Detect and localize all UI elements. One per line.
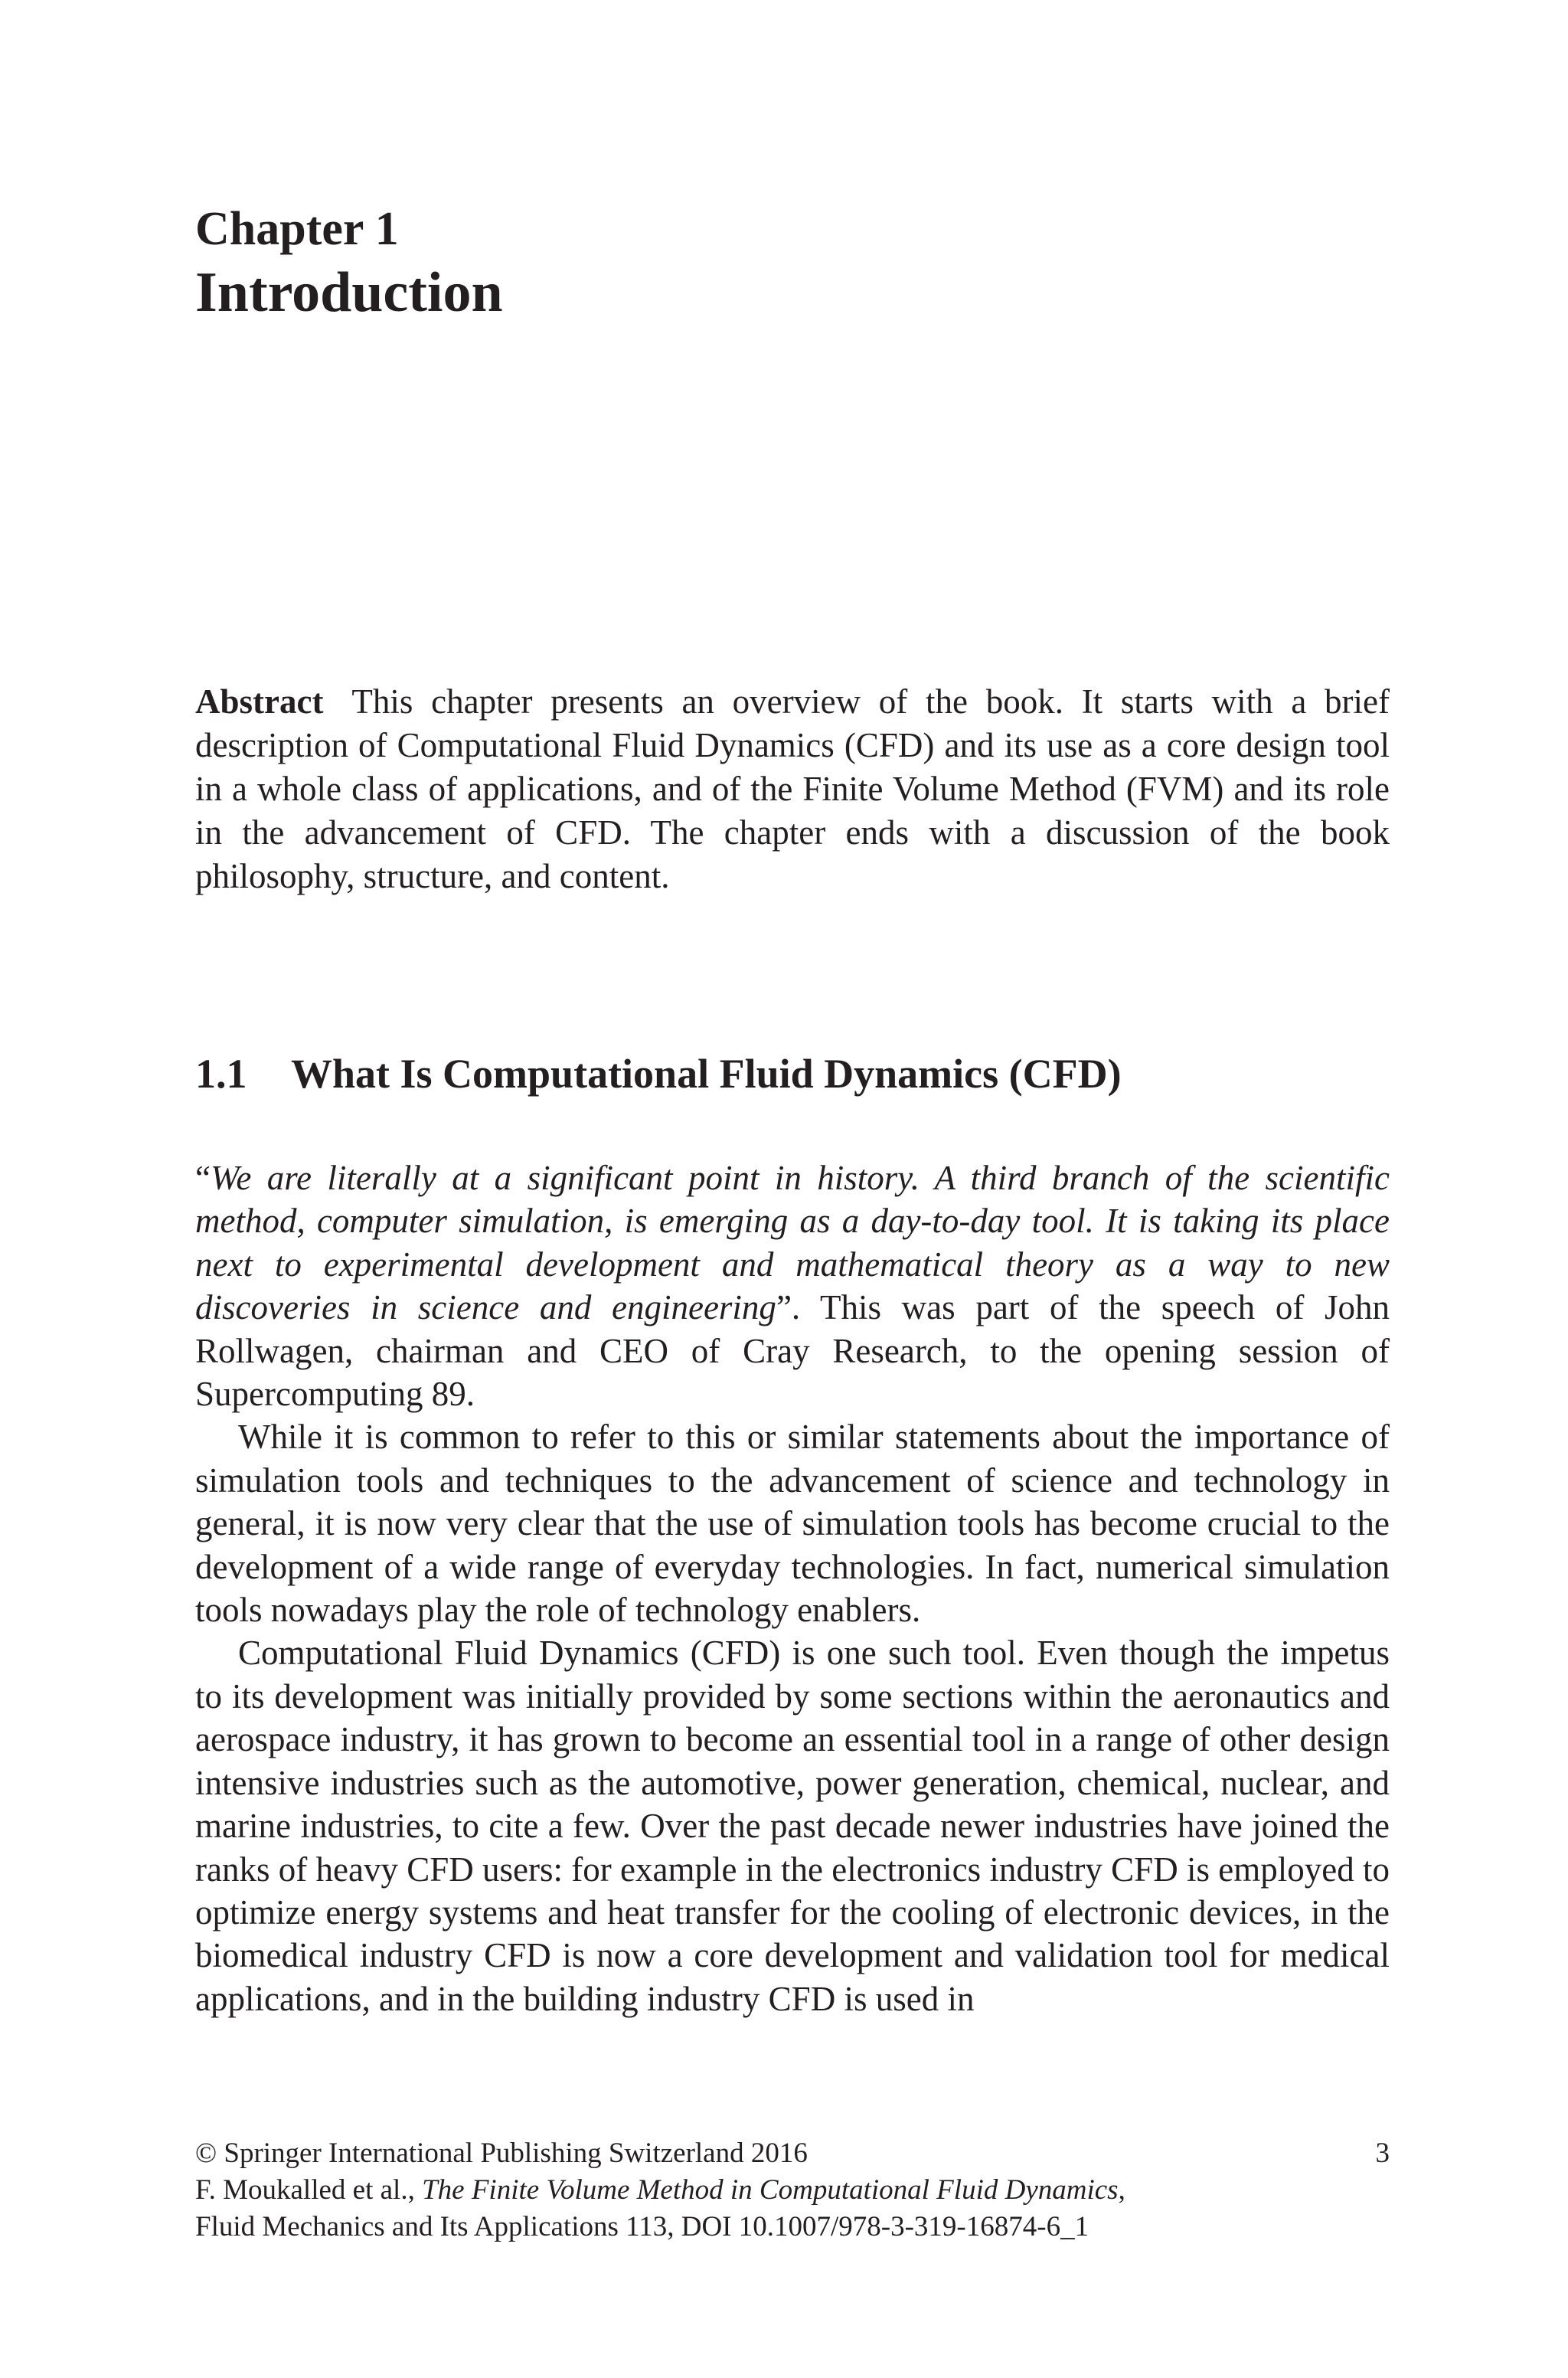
section-number: 1.1 (195, 1051, 247, 1097)
paragraph-3: Computational Fluid Dynamics (CFD) is one such tool. Even though the impetus to its development was initially provided by some sections within the aeronautics and aerospace industry, it has grown to become an essential tool in a range of other design intensive industries such as the automotive, power generation, chemical, nuclear, and marine industries, to cite a few. Over the past decade newer industries have joined the ranks of heavy CFD users: for example in the electronics industry CFD is employed to optimize energy systems and heat transfer for the cooling of electronic devices, in the biomedical industry CFD is now a core development and validation tool for medical applications, and in the building industry CFD is used in (195, 1634, 1390, 2018)
series-line: Fluid Mechanics and Its Applications 113, DOI 10.1007/978-3-319-16874-6_1 (195, 2211, 1089, 2242)
citation-line (195, 2172, 1390, 2209)
section-title: What Is Computational Fluid Dynamics (CFD) (291, 1051, 1122, 1097)
paragraph-1 (195, 1156, 1390, 1415)
abstract (195, 680, 1390, 898)
page-footer (195, 2135, 1390, 2246)
paragraph-1-text: ”. This was part of the speech of John Rollwagen, chairman and CEO of Cray Research, to the opening session of Supercomputing 89. (195, 1288, 1390, 1414)
section-heading (195, 1049, 1122, 1099)
copyright-line: © Springer International Publishing Switzerland 2016 (195, 2138, 808, 2169)
section-body (195, 1156, 1390, 2020)
citation-book-title: The Finite Volume Method in Computational Fluid Dynamics (422, 2174, 1119, 2206)
abstract-label: Abstract (195, 682, 324, 721)
paragraph-2: While it is common to refer to this or similar statements about the importance of simulation tools and techniques to the advancement of science and technology in general, it is now very clear that the use of simulation tools has become crucial to the development of a wide range of everyday technologies. In fact, numerical simulation tools nowadays play the role of technology enablers. (195, 1418, 1390, 1630)
citation-authors: F. Moukalled et al., (195, 2174, 415, 2206)
citation-comma: , (1118, 2174, 1125, 2206)
abstract-text: This chapter presents an overview of the book. It starts with a brief description of Computational Fluid Dynamics (CFD) and its use as a core design tool in a whole class of applications, and of the Finite Volume Method (FVM) and its role in the advancement of CFD. The chapter ends with a discussion of the book philosophy, structure, and content. (195, 682, 1390, 895)
chapter-label: Chapter 1 (195, 203, 399, 255)
open-quote: “ (195, 1159, 211, 1197)
speech-quote: We are literally at a significant point in history. A third branch of the scientific method, computer simulation, is emerging as a day-to-day tool. It is taking its place next to experimental development and mathematical theory as a way to new discoveries in science and engineering (195, 1159, 1390, 1327)
page-number: 3 (1375, 2138, 1390, 2169)
chapter-title: Introduction (195, 261, 503, 324)
